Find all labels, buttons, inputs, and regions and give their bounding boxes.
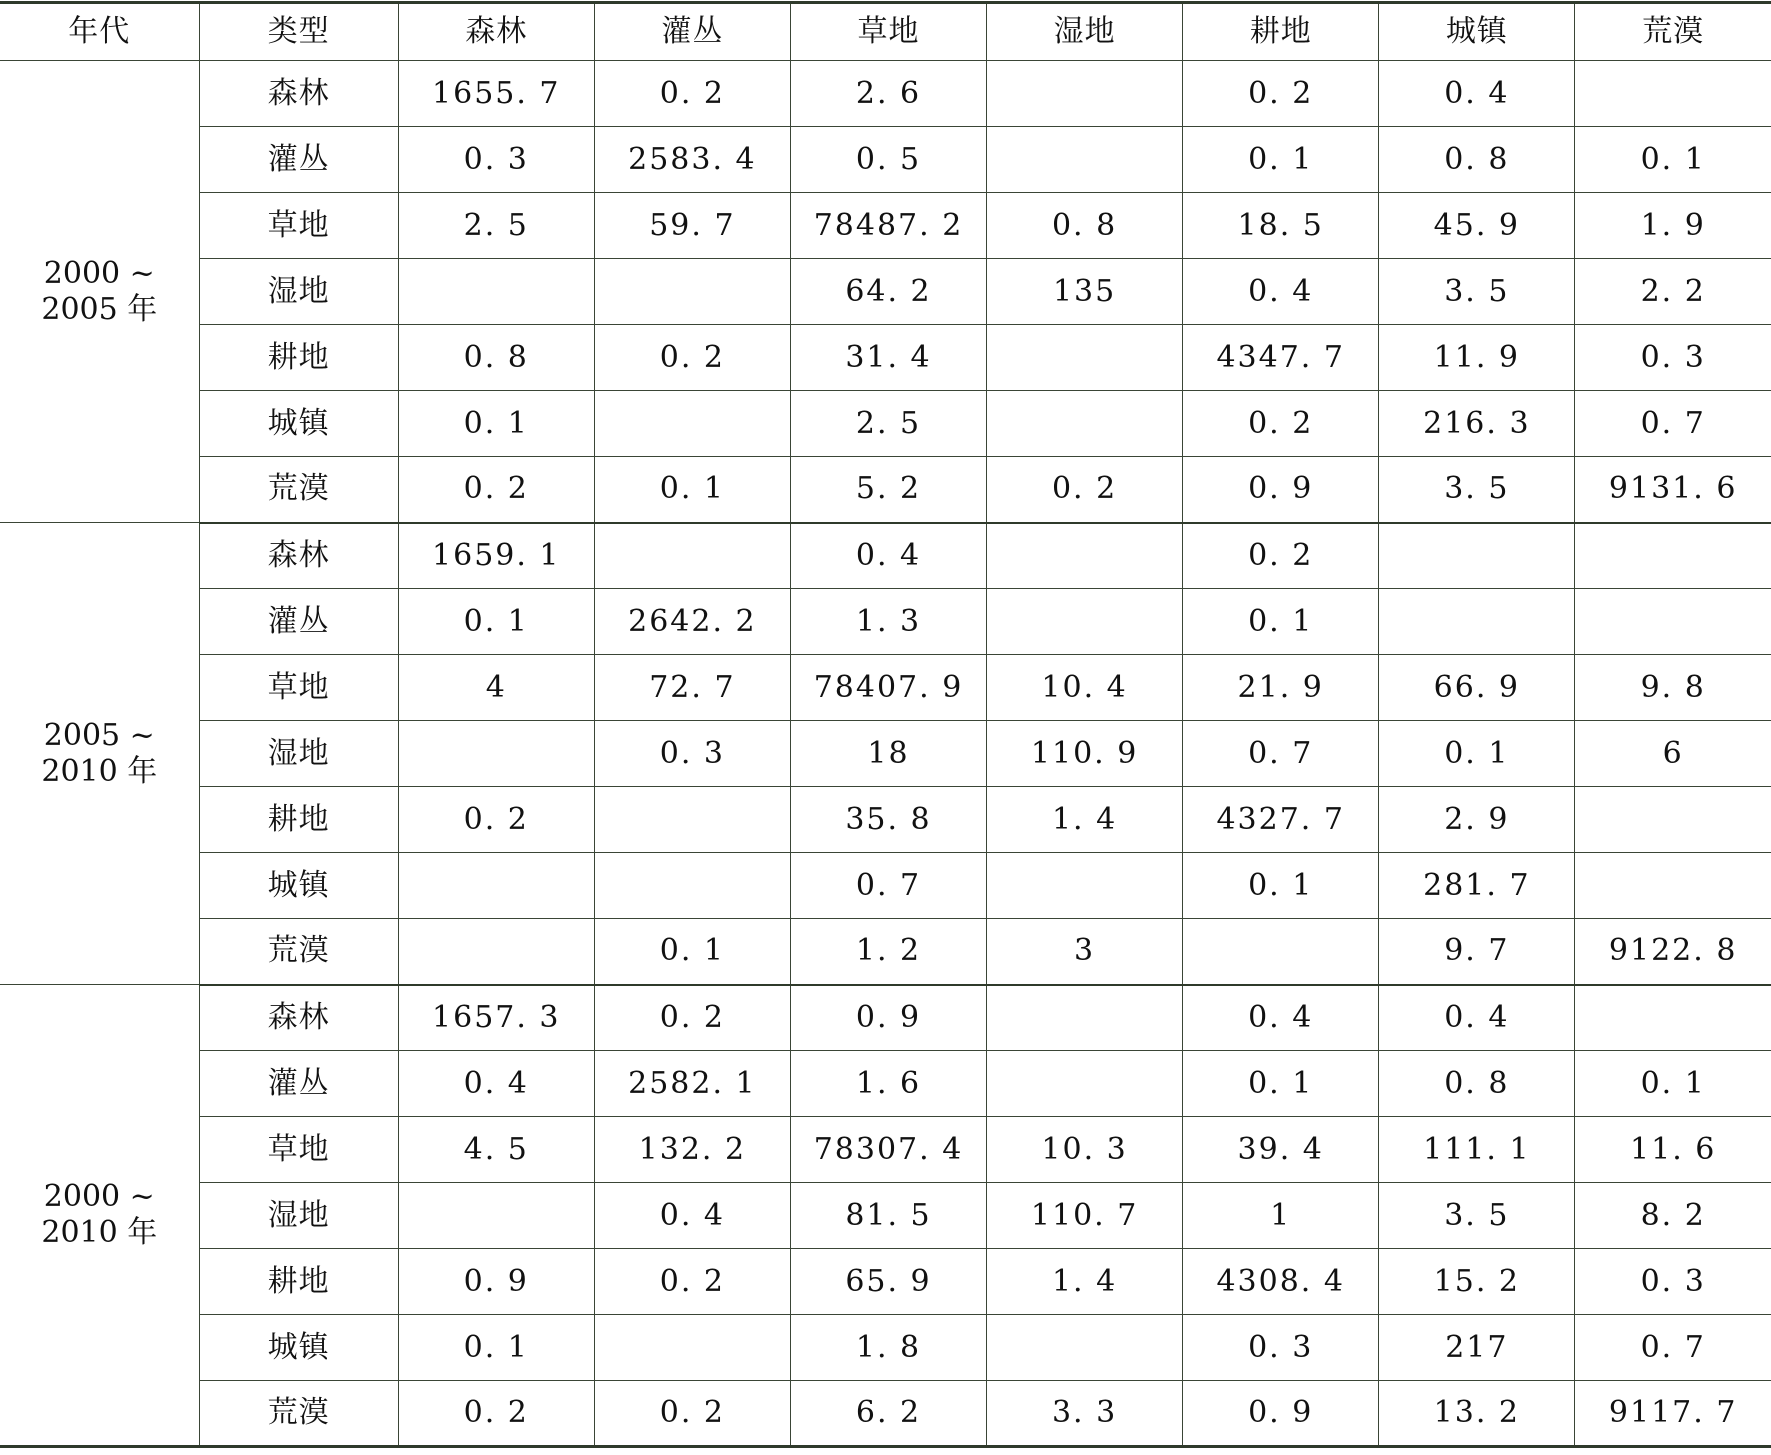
value-cell: 0. 1: [1183, 1051, 1379, 1117]
value-cell: 0. 1: [594, 457, 790, 523]
value-cell: 21. 9: [1183, 655, 1379, 721]
value-cell: 0. 1: [398, 589, 594, 655]
value-cell: 1. 4: [987, 787, 1183, 853]
table-row: [0, 523, 1771, 589]
value-cell: 0. 4: [1379, 985, 1575, 1051]
period-range-start: 2005 ~: [43, 717, 155, 753]
table-header: [0, 3, 1771, 61]
table-row: [0, 787, 1771, 853]
value-cell: 15. 2: [1379, 1249, 1575, 1315]
table-row: [0, 1315, 1771, 1381]
table-row: [0, 1183, 1771, 1249]
value-cell: 110. 7: [987, 1183, 1183, 1249]
value-cell: 9117. 7: [1575, 1381, 1771, 1447]
value-cell: 0. 1: [1575, 127, 1771, 193]
period-range-end: 2010 年: [41, 1215, 158, 1250]
value-cell: 8. 2: [1575, 1183, 1771, 1249]
table-row: [0, 721, 1771, 787]
value-cell: [594, 853, 790, 919]
value-cell: 78307. 4: [790, 1117, 986, 1183]
value-cell: 132. 2: [594, 1117, 790, 1183]
value-cell: 81. 5: [790, 1183, 986, 1249]
value-cell: 216. 3: [1379, 391, 1575, 457]
value-cell: 110. 9: [987, 721, 1183, 787]
value-cell: [1575, 523, 1771, 589]
type-cell: 城镇: [199, 391, 398, 457]
value-cell: 0. 2: [1183, 523, 1379, 589]
value-cell: 135: [987, 259, 1183, 325]
header-cell-grassland: 草地: [790, 3, 986, 61]
value-cell: 0. 4: [1183, 259, 1379, 325]
value-cell: 217: [1379, 1315, 1575, 1381]
type-cell: 灌丛: [199, 589, 398, 655]
value-cell: 281. 7: [1379, 853, 1575, 919]
table-row: [0, 589, 1771, 655]
value-cell: 0. 8: [1379, 1051, 1575, 1117]
value-cell: [987, 589, 1183, 655]
value-cell: 4: [398, 655, 594, 721]
value-cell: 2582. 1: [594, 1051, 790, 1117]
value-cell: 0. 4: [790, 523, 986, 589]
value-cell: 0. 4: [1379, 61, 1575, 127]
value-cell: [594, 1315, 790, 1381]
value-cell: 0. 1: [594, 919, 790, 985]
value-cell: 9. 7: [1379, 919, 1575, 985]
header-cell-forest: 森林: [398, 3, 594, 61]
value-cell: [987, 127, 1183, 193]
value-cell: 9131. 6: [1575, 457, 1771, 523]
header-cell-urban: 城镇: [1379, 3, 1575, 61]
value-cell: 0. 1: [1379, 721, 1575, 787]
type-cell: 森林: [199, 985, 398, 1051]
value-cell: 0. 9: [1183, 457, 1379, 523]
value-cell: 64. 2: [790, 259, 986, 325]
value-cell: 39. 4: [1183, 1117, 1379, 1183]
period-cell: [0, 985, 199, 1447]
value-cell: 0. 8: [398, 325, 594, 391]
value-cell: 0. 3: [1575, 325, 1771, 391]
value-cell: 2. 2: [1575, 259, 1771, 325]
table-row: [0, 1051, 1771, 1117]
value-cell: 9. 8: [1575, 655, 1771, 721]
value-cell: 2583. 4: [594, 127, 790, 193]
value-cell: 1. 6: [790, 1051, 986, 1117]
period-range-end: 2005 年: [41, 291, 158, 327]
value-cell: [398, 919, 594, 985]
type-cell: 荒漠: [199, 919, 398, 985]
table-body: [0, 61, 1771, 1447]
value-cell: 0. 1: [1183, 853, 1379, 919]
value-cell: 5. 2: [790, 457, 986, 523]
value-cell: 13. 2: [1379, 1381, 1575, 1447]
value-cell: 0. 5: [790, 127, 986, 193]
value-cell: [1575, 853, 1771, 919]
value-cell: 2642. 2: [594, 589, 790, 655]
value-cell: 6. 2: [790, 1381, 986, 1447]
value-cell: 0. 7: [1575, 1315, 1771, 1381]
value-cell: [987, 985, 1183, 1051]
period-cell: [0, 61, 199, 523]
header-cell-desert: 荒漠: [1575, 3, 1771, 61]
table-row: [0, 985, 1771, 1051]
value-cell: 0. 9: [398, 1249, 594, 1315]
type-cell: 湿地: [199, 259, 398, 325]
value-cell: 3. 5: [1379, 259, 1575, 325]
value-cell: 65. 9: [790, 1249, 986, 1315]
value-cell: 45. 9: [1379, 193, 1575, 259]
value-cell: 1. 3: [790, 589, 986, 655]
value-cell: 4308. 4: [1183, 1249, 1379, 1315]
value-cell: [594, 391, 790, 457]
value-cell: 3. 5: [1379, 457, 1575, 523]
value-cell: 4327. 7: [1183, 787, 1379, 853]
value-cell: [594, 523, 790, 589]
value-cell: [398, 853, 594, 919]
table-row: [0, 391, 1771, 457]
value-cell: 66. 9: [1379, 655, 1575, 721]
value-cell: [987, 325, 1183, 391]
type-cell: 城镇: [199, 853, 398, 919]
value-cell: 0. 1: [398, 1315, 594, 1381]
value-cell: 0. 2: [594, 61, 790, 127]
value-cell: 1. 8: [790, 1315, 986, 1381]
value-cell: 35. 8: [790, 787, 986, 853]
value-cell: [1183, 919, 1379, 985]
value-cell: 0. 7: [1183, 721, 1379, 787]
table-row: [0, 919, 1771, 985]
table-row: [0, 127, 1771, 193]
type-cell: 耕地: [199, 325, 398, 391]
value-cell: 6: [1575, 721, 1771, 787]
value-cell: 0. 2: [987, 457, 1183, 523]
value-cell: 0. 1: [398, 391, 594, 457]
land-transfer-matrix-table: [0, 1, 1771, 1448]
header-cell-shrub: 灌丛: [594, 3, 790, 61]
value-cell: 11. 6: [1575, 1117, 1771, 1183]
type-cell: 草地: [199, 655, 398, 721]
value-cell: 0. 2: [398, 1381, 594, 1447]
type-cell: 灌丛: [199, 1051, 398, 1117]
value-cell: 0. 2: [1183, 61, 1379, 127]
value-cell: [987, 523, 1183, 589]
type-cell: 耕地: [199, 1249, 398, 1315]
type-cell: 森林: [199, 61, 398, 127]
table-row: [0, 259, 1771, 325]
table-row: [0, 193, 1771, 259]
period-range-start: 2000 ~: [43, 255, 155, 291]
value-cell: 0. 3: [1575, 1249, 1771, 1315]
value-cell: 3. 5: [1379, 1183, 1575, 1249]
value-cell: 0. 2: [594, 1249, 790, 1315]
value-cell: 1. 9: [1575, 193, 1771, 259]
value-cell: 0. 2: [398, 457, 594, 523]
type-cell: 荒漠: [199, 457, 398, 523]
value-cell: [987, 1051, 1183, 1117]
type-cell: 城镇: [199, 1315, 398, 1381]
value-cell: 0. 3: [398, 127, 594, 193]
table-row: [0, 1117, 1771, 1183]
value-cell: 31. 4: [790, 325, 986, 391]
value-cell: 0. 9: [790, 985, 986, 1051]
value-cell: 0. 2: [1183, 391, 1379, 457]
value-cell: 0. 3: [1183, 1315, 1379, 1381]
value-cell: 18: [790, 721, 986, 787]
value-cell: [1575, 787, 1771, 853]
value-cell: 78487. 2: [790, 193, 986, 259]
value-cell: 0. 2: [594, 985, 790, 1051]
table-row: [0, 1381, 1771, 1447]
value-cell: 3: [987, 919, 1183, 985]
table-row: [0, 655, 1771, 721]
table-row: [0, 1249, 1771, 1315]
value-cell: 0. 8: [987, 193, 1183, 259]
value-cell: 10. 4: [987, 655, 1183, 721]
header-cell-wetland: 湿地: [987, 3, 1183, 61]
value-cell: 0. 1: [1183, 127, 1379, 193]
value-cell: [1379, 589, 1575, 655]
value-cell: [398, 721, 594, 787]
period-cell: [0, 523, 199, 985]
type-cell: 湿地: [199, 1183, 398, 1249]
value-cell: 2. 6: [790, 61, 986, 127]
value-cell: 1659. 1: [398, 523, 594, 589]
value-cell: [594, 259, 790, 325]
type-cell: 森林: [199, 523, 398, 589]
type-cell: 湿地: [199, 721, 398, 787]
value-cell: 4. 5: [398, 1117, 594, 1183]
value-cell: 0. 4: [398, 1051, 594, 1117]
value-cell: [1379, 523, 1575, 589]
value-cell: 9122. 8: [1575, 919, 1771, 985]
value-cell: [1575, 985, 1771, 1051]
table-row: [0, 61, 1771, 127]
table-row: [0, 325, 1771, 391]
value-cell: 111. 1: [1379, 1117, 1575, 1183]
value-cell: [987, 61, 1183, 127]
value-cell: 1: [1183, 1183, 1379, 1249]
value-cell: 0. 4: [1183, 985, 1379, 1051]
value-cell: [987, 391, 1183, 457]
value-cell: 3. 3: [987, 1381, 1183, 1447]
header-cell-period: 年代: [0, 3, 199, 61]
value-cell: 0. 4: [594, 1183, 790, 1249]
value-cell: [398, 1183, 594, 1249]
value-cell: [987, 853, 1183, 919]
value-cell: [1575, 61, 1771, 127]
value-cell: 0. 8: [1379, 127, 1575, 193]
value-cell: 0. 7: [790, 853, 986, 919]
table-row: [0, 853, 1771, 919]
value-cell: 4347. 7: [1183, 325, 1379, 391]
value-cell: 0. 2: [594, 325, 790, 391]
value-cell: 0. 9: [1183, 1381, 1379, 1447]
table-row: [0, 457, 1771, 523]
value-cell: 10. 3: [987, 1117, 1183, 1183]
period-range-end: 2010 年: [41, 753, 158, 789]
value-cell: 1657. 3: [398, 985, 594, 1051]
value-cell: 18. 5: [1183, 193, 1379, 259]
value-cell: 0. 3: [594, 721, 790, 787]
type-cell: 草地: [199, 1117, 398, 1183]
type-cell: 荒漠: [199, 1381, 398, 1447]
value-cell: [1575, 589, 1771, 655]
value-cell: 1. 2: [790, 919, 986, 985]
period-range-start: 2000 ~: [43, 1179, 155, 1214]
type-cell: 草地: [199, 193, 398, 259]
value-cell: [398, 259, 594, 325]
type-cell: 耕地: [199, 787, 398, 853]
value-cell: [594, 787, 790, 853]
header-cell-cropland: 耕地: [1183, 3, 1379, 61]
value-cell: 0. 2: [594, 1381, 790, 1447]
value-cell: 1655. 7: [398, 61, 594, 127]
value-cell: 72. 7: [594, 655, 790, 721]
value-cell: 0. 1: [1183, 589, 1379, 655]
value-cell: 2. 9: [1379, 787, 1575, 853]
value-cell: 2. 5: [398, 193, 594, 259]
value-cell: 1. 4: [987, 1249, 1183, 1315]
value-cell: 0. 7: [1575, 391, 1771, 457]
header-cell-type: 类型: [199, 3, 398, 61]
value-cell: [987, 1315, 1183, 1381]
header-row: [0, 3, 1771, 61]
type-cell: 灌丛: [199, 127, 398, 193]
value-cell: 0. 1: [1575, 1051, 1771, 1117]
value-cell: 59. 7: [594, 193, 790, 259]
value-cell: 78407. 9: [790, 655, 986, 721]
value-cell: 2. 5: [790, 391, 986, 457]
value-cell: 11. 9: [1379, 325, 1575, 391]
value-cell: 0. 2: [398, 787, 594, 853]
